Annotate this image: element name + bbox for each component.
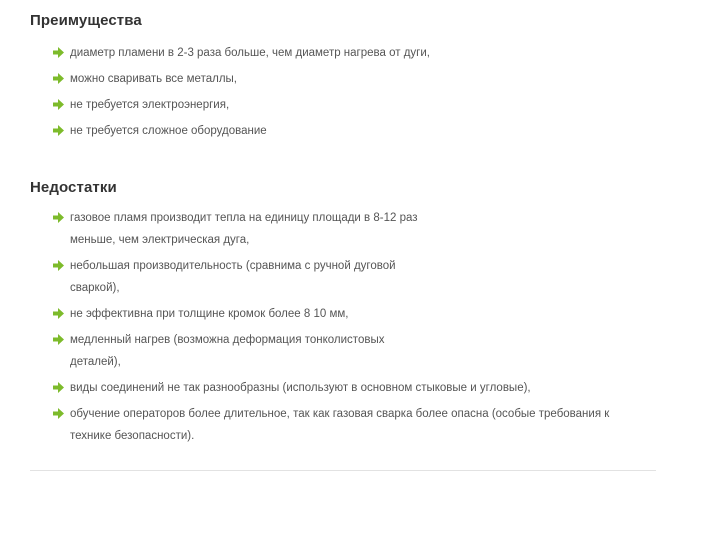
list-item <box>30 68 660 90</box>
list-item-text-line: виды соединений не так разнообразны (используют в основном стыковые и угловые), <box>70 382 531 394</box>
list-item-text: не требуется сложное оборудование <box>70 125 267 137</box>
list-item-text: можно сваривать все металлы, <box>70 73 237 85</box>
list-item-text-line: обучение операторов более длительное, так как газовая сварка более опасна (особые требования к <box>70 408 610 420</box>
arrow-right-icon <box>53 334 64 345</box>
list-item <box>30 94 660 116</box>
arrow-right-icon <box>53 125 64 136</box>
list-item <box>30 255 660 299</box>
divider <box>30 470 656 471</box>
list-item-text-line: технике безопасности). <box>70 430 195 442</box>
arrow-right-icon <box>53 382 64 393</box>
list-item <box>30 403 660 447</box>
list-item-text-line: деталей), <box>70 356 121 368</box>
arrow-right-icon <box>53 260 64 271</box>
list-item <box>30 207 660 251</box>
list-item-text-line: меньше, чем электрическая дуга, <box>70 234 250 246</box>
list-item-text-line: небольшая производительность (сравнима с ручной дуговой <box>70 260 396 272</box>
arrow-right-icon <box>53 47 64 58</box>
list-item-text: диаметр пламени в 2-3 раза больше, чем диаметр нагрева от дуги, <box>70 47 430 59</box>
arrow-right-icon <box>53 73 64 84</box>
list-item <box>30 303 660 325</box>
list-item-text-line: газовое пламя производит тепла на единицу площади в 8-12 раз <box>70 212 418 224</box>
arrow-right-icon <box>53 212 64 223</box>
advantages-list <box>30 42 660 146</box>
list-item-text-line: не эффективна при толщине кромок более 8 10 мм, <box>70 308 349 320</box>
list-item-text-line: сваркой), <box>70 282 120 294</box>
disadvantages-heading: Недостатки <box>30 179 117 196</box>
list-item <box>30 377 660 399</box>
list-item <box>30 329 660 373</box>
disadvantages-list <box>30 207 660 451</box>
arrow-right-icon <box>53 408 64 419</box>
list-item-text-line: медленный нагрев (возможна деформация тонколистовых <box>70 334 385 346</box>
list-item <box>30 120 660 142</box>
arrow-right-icon <box>53 99 64 110</box>
list-item <box>30 42 660 64</box>
advantages-heading: Преимущества <box>30 12 142 29</box>
list-item-text: не требуется электроэнергия, <box>70 99 230 111</box>
arrow-right-icon <box>53 308 64 319</box>
